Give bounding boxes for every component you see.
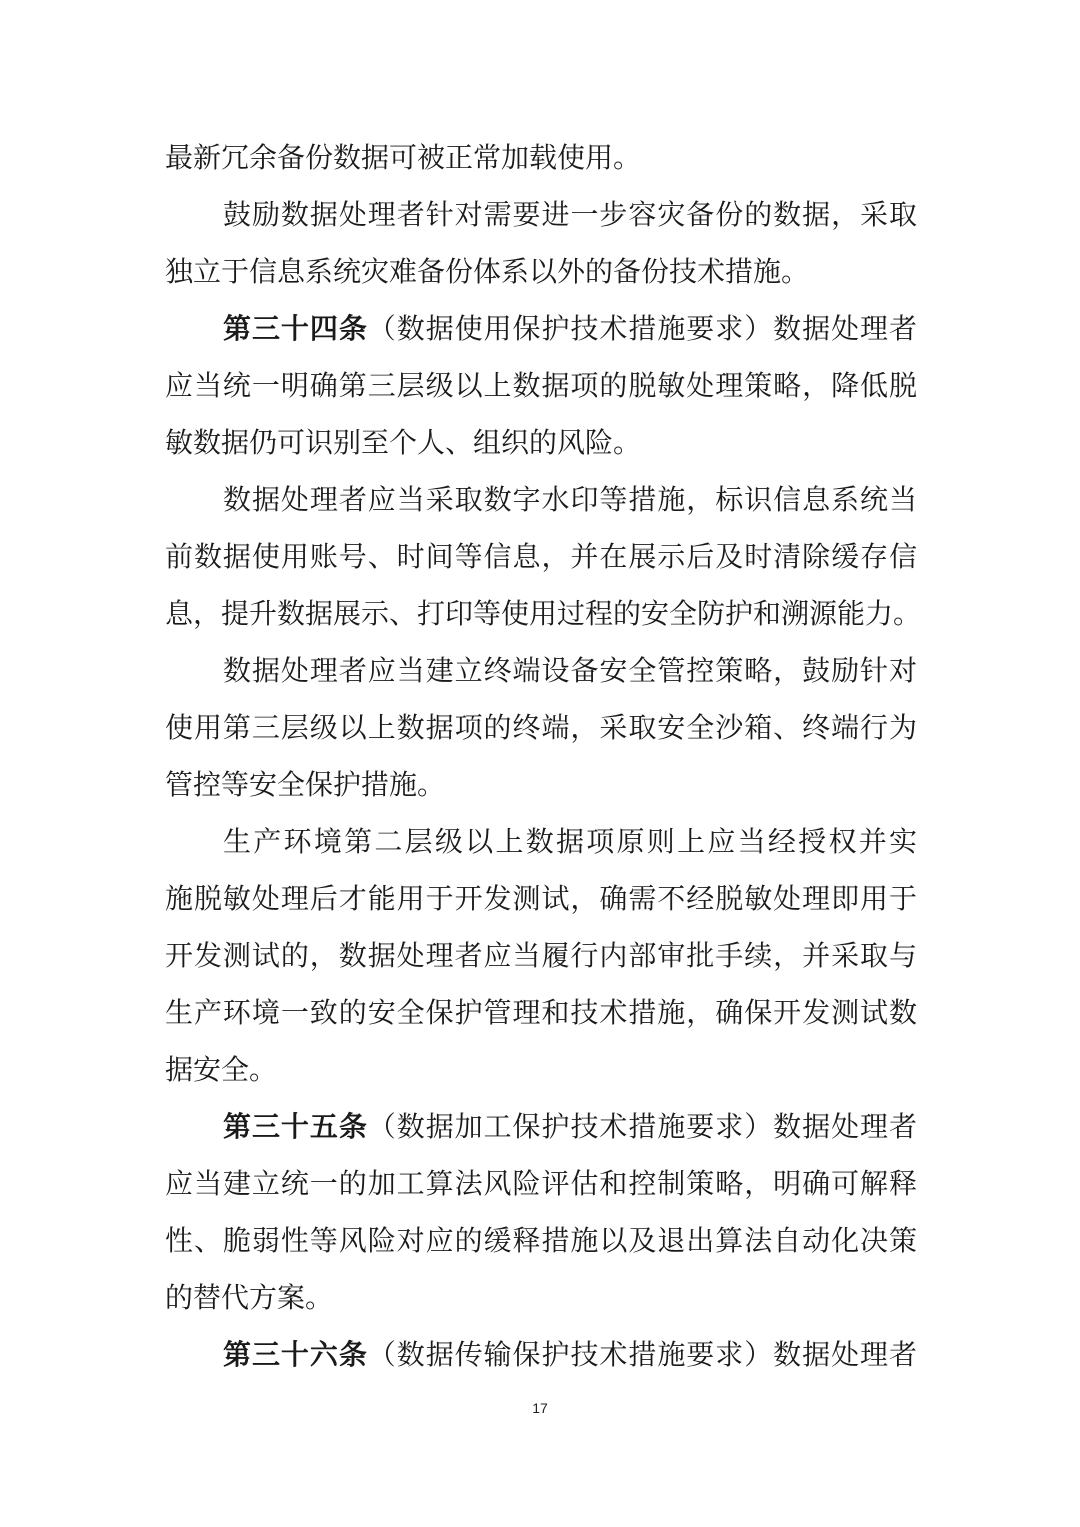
text-line: 最新冗余备份数据可被正常加载使用。 <box>165 141 642 174</box>
article-heading-line <box>223 1333 917 1377</box>
text-line: 生产环境一致的安全保护管理和技术措施，确保开发测试数 <box>165 996 917 1029</box>
text-line: 敏数据仍可识别至个人、组织的风险。 <box>165 426 642 459</box>
article-heading-line <box>223 307 917 351</box>
text-line: 性、脆弱性等风险对应的缓释措施以及退出算法自动化决策 <box>165 1224 917 1257</box>
text-line: 的替代方案。 <box>165 1281 334 1314</box>
text-line: 独立于信息系统灾难备份体系以外的备份技术措施。 <box>165 255 810 288</box>
text-line: 管控等安全保护措施。 <box>165 768 446 801</box>
text-line: 据安全。 <box>165 1053 278 1086</box>
text-line: 使用第三层级以上数据项的终端，采取安全沙箱、终端行为 <box>165 711 917 744</box>
text-line: 应当建立统一的加工算法风险评估和控制策略，明确可解释 <box>165 1167 917 1200</box>
article-title-text: （数据加工保护技术措施要求）数据处理者 <box>367 1110 917 1143</box>
article-title-text: （数据使用保护技术措施要求）数据处理者 <box>367 312 917 345</box>
article-number: 第三十六条 <box>223 1338 368 1371</box>
page-number: 17 <box>532 1400 548 1416</box>
text-line: 开发测试的，数据处理者应当履行内部审批手续，并采取与 <box>165 939 917 972</box>
article-number: 第三十四条 <box>223 312 368 345</box>
text-line: 应当统一明确第三层级以上数据项的脱敏处理策略，降低脱 <box>165 369 917 402</box>
article-heading-line <box>223 1105 917 1149</box>
paragraph-first-line: 数据处理者应当采取数字水印等措施，标识信息系统当 <box>223 483 917 516</box>
paragraph-first-line: 数据处理者应当建立终端设备安全管控策略，鼓励针对 <box>223 654 917 687</box>
article-title-text: （数据传输保护技术措施要求）数据处理者 <box>367 1338 917 1371</box>
text-line: 息，提升数据展示、打印等使用过程的安全防护和溯源能力。 <box>165 597 922 630</box>
article-number: 第三十五条 <box>223 1110 368 1143</box>
paragraph-first-line: 鼓励数据处理者针对需要进一步容灾备份的数据，采取 <box>223 198 917 231</box>
paragraph-first-line: 生产环境第二层级以上数据项原则上应当经授权并实 <box>223 825 917 858</box>
text-line: 前数据使用账号、时间等信息，并在展示后及时清除缓存信 <box>165 540 917 573</box>
text-line: 施脱敏处理后才能用于开发测试，确需不经脱敏处理即用于 <box>165 882 917 915</box>
